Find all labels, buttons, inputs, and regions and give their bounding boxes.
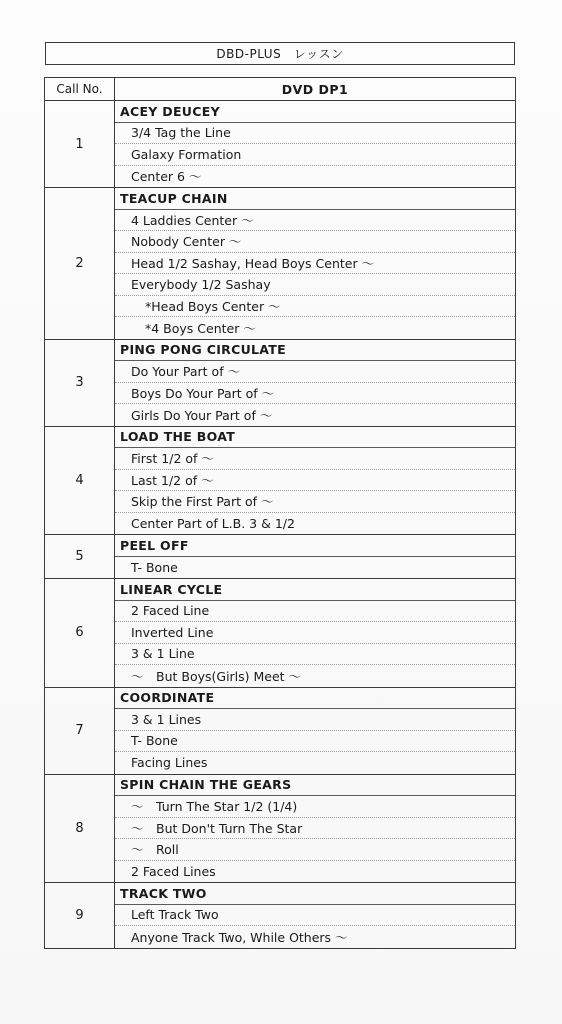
call-name: PING PONG CIRCULATE [115,340,515,362]
call-variation: Boys Do Your Part of ～ [115,383,515,405]
call-variation: First 1/2 of ～ [115,448,515,470]
call-variation: ～ But Boys(Girls) Meet ～ [131,668,302,684]
call-number: 4 [45,427,115,535]
call-group [45,340,515,427]
call-variation: 2 Faced Line [115,601,515,623]
call-no-header: Call No. [45,78,115,100]
call-variation: Head 1/2 Sashay, Head Boys Center ～ [115,253,515,275]
call-name: TRACK TWO [115,883,515,905]
call-name: LOAD THE BOAT [115,427,515,449]
call-variation: 3 & 1 Lines [115,709,515,731]
call-number: 9 [45,883,115,948]
document-title: DBD-PLUS レッスン [45,42,515,65]
call-variation: Girls Do Your Part of ～ [131,407,273,423]
call-group [45,579,515,688]
call-rows [115,101,515,187]
call-variation: Center Part of L.B. 3 & 1/2 [131,515,295,531]
lesson-table [44,77,516,949]
call-group [45,883,515,948]
call-variation: Last 1/2 of ～ [115,470,515,492]
call-number: 2 [45,188,115,339]
call-number: 1 [45,101,115,187]
call-name: ACEY DEUCEY [115,101,515,123]
call-variation: Facing Lines [131,755,208,771]
call-rows [115,340,515,426]
call-variation: Skip the First Part of ～ [115,491,515,513]
call-rows [115,883,515,948]
table-body [45,101,515,948]
call-variation: *4 Boys Center ～ [145,320,256,336]
call-group [45,101,515,188]
call-number: 5 [45,535,115,578]
call-number: 8 [45,775,115,883]
call-rows [115,427,515,535]
call-variation: ～ Roll [115,839,515,861]
call-variation: Inverted Line [115,622,515,644]
call-variation: Galaxy Formation [115,144,515,166]
call-group [45,688,515,775]
call-name: PEEL OFF [115,535,515,557]
call-group [45,188,515,340]
call-name: SPIN CHAIN THE GEARS [115,775,515,797]
call-variation: 3 & 1 Line [115,644,515,666]
call-variation: Left Track Two [115,905,515,927]
call-rows [115,188,515,339]
call-name: COORDINATE [115,688,515,710]
call-variation: T- Bone [115,731,515,753]
call-group [45,427,515,536]
call-variation: Do Your Part of ～ [115,361,515,383]
call-variation: 3/4 Tag the Line [115,123,515,145]
call-rows [115,688,515,774]
call-variation: Center 6 ～ [131,169,202,185]
call-variation: Nobody Center ～ [115,231,515,253]
call-number: 6 [45,579,115,687]
call-variation: 4 Laddies Center ～ [115,210,515,232]
call-number: 7 [45,688,115,774]
call-number: 3 [45,340,115,426]
call-variation: *Head Boys Center ～ [115,296,515,318]
call-variation: Anyone Track Two, While Others ～ [131,929,348,945]
call-group [45,535,515,579]
table-header [45,78,515,101]
call-rows [115,579,515,687]
call-rows [115,775,515,883]
call-variation: ～ Turn The Star 1/2 (1/4) [115,796,515,818]
call-name: LINEAR CYCLE [115,579,515,601]
call-variation: ～ But Don't Turn The Star [115,818,515,840]
call-group [45,775,515,884]
dvd-header: DVD DP1 [281,81,349,97]
call-variation: Everybody 1/2 Sashay [115,274,515,296]
call-variation: 2 Faced Lines [131,863,216,879]
call-name: TEACUP CHAIN [115,188,515,210]
call-variation: T- Bone [131,559,178,575]
call-rows [115,535,515,578]
